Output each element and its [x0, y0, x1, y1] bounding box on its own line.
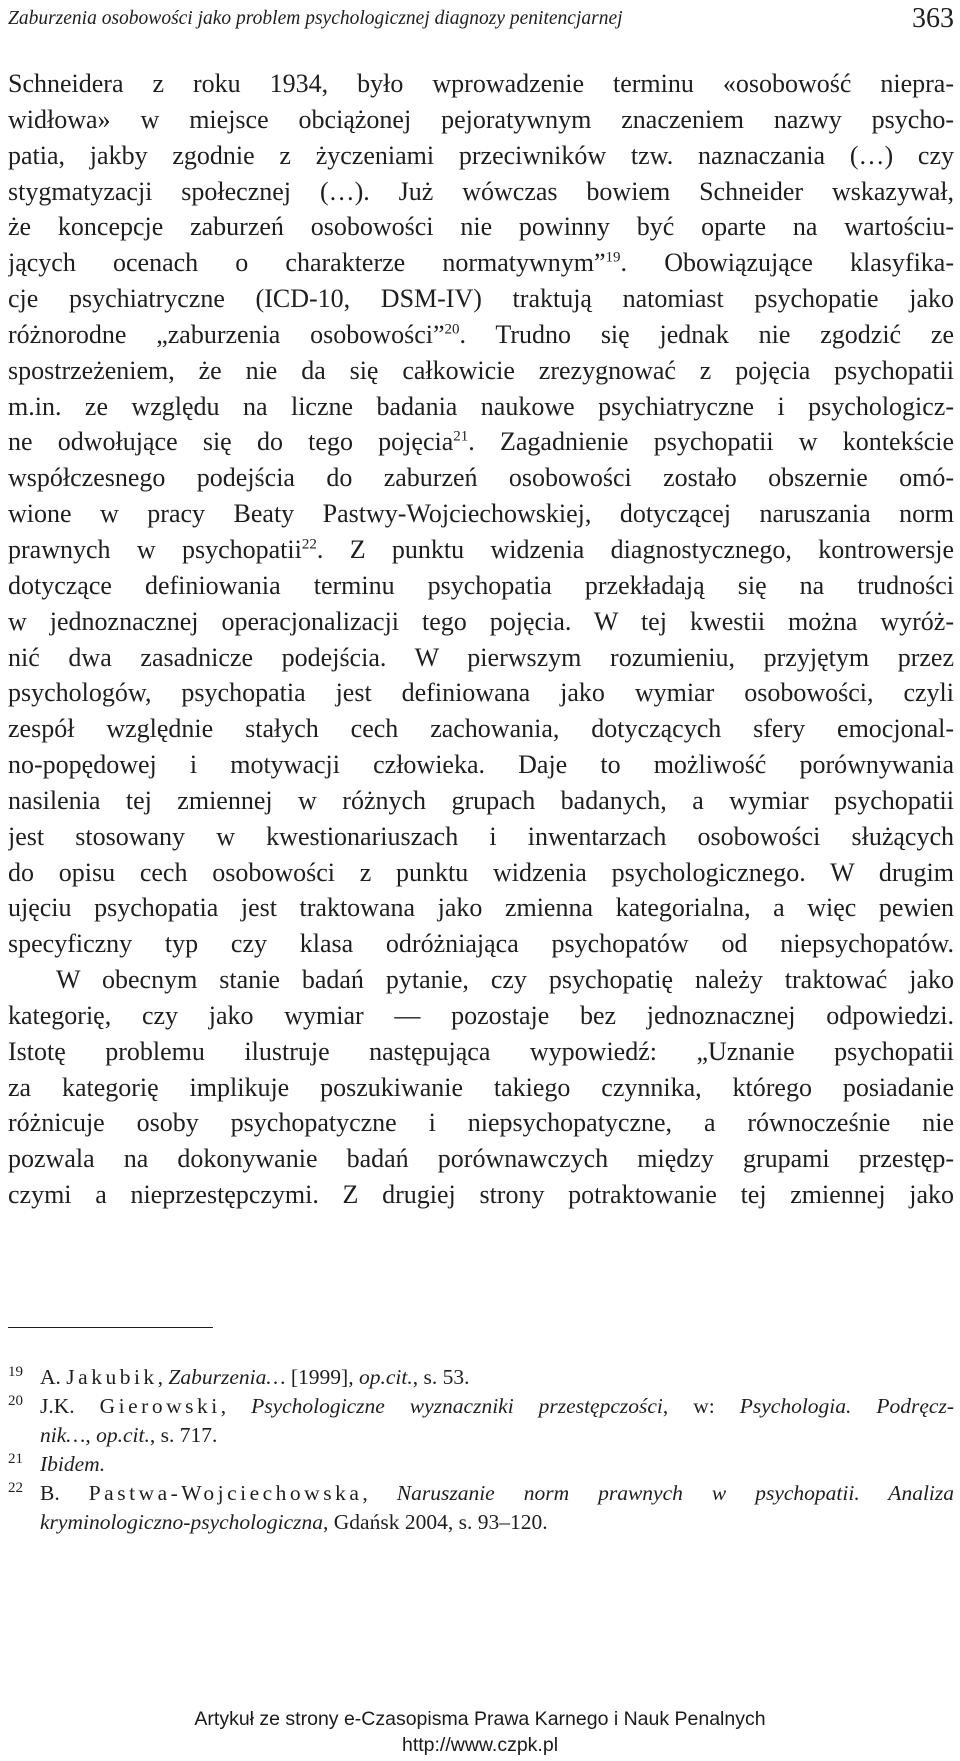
body-line — [8, 245, 954, 281]
citation-text: [1999], — [285, 1365, 359, 1389]
footnote — [8, 1363, 954, 1392]
citation-text: , s. 717. — [149, 1423, 218, 1447]
footnote-ref: 19 — [605, 249, 621, 266]
footnotes — [8, 1363, 954, 1537]
body-line: w jednoznacznej operacjonalizacji tego pojęcia. W tej kwestii można wyróż- — [8, 606, 954, 636]
footnote-number: 19 — [8, 1364, 23, 1380]
footnote-separator — [8, 1327, 213, 1328]
footnote-continuation — [8, 1508, 954, 1537]
footnote-text: A. Jakubik, Zaburzenia… [1999], op.cit., s. 53. — [40, 1365, 470, 1389]
page-number: 363 — [912, 3, 954, 34]
body-line: Schneidera z roku 1934, było wprowadzenie terminu «osobowość niepra- — [8, 69, 954, 98]
footer-source: Artykuł ze strony e-Czasopisma Prawa Karnego i Nauk Penalnych — [194, 1708, 766, 1730]
text-fragment: . Zagadnienie psychopatii w kontekście — [468, 427, 954, 457]
footnote-number: 22 — [8, 1480, 23, 1496]
running-title: Zaburzenia osobowości jako problem psychologicznej diagnozy penitencjarnej — [8, 8, 623, 29]
work-title: kryminologiczno-psychologiczna — [40, 1510, 324, 1534]
footnote — [8, 1450, 954, 1479]
body-line: że koncepcje zaburzeń osobowości nie powinny być oparte na wartościu- — [8, 212, 954, 242]
body-line: Istotę problemu ilustruje następująca wypowiedź: „Uznanie psychopatii — [8, 1036, 954, 1066]
citation-text: , — [85, 1423, 97, 1447]
footnote-text — [40, 1421, 954, 1450]
body-line: zespół względnie stałych cech zachowania, dotyczących sfery emocjonal- — [8, 714, 954, 744]
footnote-ref: 22 — [301, 536, 317, 553]
footnote-text: B. Pastwa-Wojciechowska, Naruszanie norm prawnych w psychopatii. Analiza — [40, 1481, 954, 1505]
body-line: pozwala na dokonywanie badań porównawczych między grupami przestęp- — [8, 1144, 954, 1174]
body-line: ujęciu psychopatia jest traktowana jako zmienna kategorialna, a więc pewien — [8, 893, 954, 923]
footnote-number: 20 — [8, 1393, 23, 1409]
citation-text: , Gdańsk 2004, s. 93–120. — [323, 1510, 548, 1534]
body-line: do opisu cech osobowości z punktu widzenia psychologicznego. W drugim — [8, 857, 954, 887]
page-header — [8, 4, 956, 40]
body-line: nić dwa zasadnicze podejścia. W pierwszym rozumieniu, przyjętym przez — [8, 642, 954, 672]
footnote-continuation — [8, 1421, 954, 1450]
text-fragment: różnorodne „zaburzenia osobowości” — [8, 319, 445, 349]
work-title: Naruszanie norm prawnych w psychopatii. Analiza — [396, 1481, 954, 1505]
op-cit: op.cit. — [96, 1423, 150, 1447]
body-line: psychologów, psychopatia jest definiowana jako wymiar osobowości, czyli — [8, 678, 954, 708]
author-initial: B. — [40, 1481, 60, 1505]
footer-url[interactable]: http://www.czpk.pl — [401, 1734, 559, 1756]
body-line: specyficzny typ czy klasa odróżniająca psychopatów od niepsychopatów. — [8, 929, 954, 959]
body-line: kategorię, czy jako wymiar — pozostaje bez jednoznacznej odpowiedzi. — [8, 1000, 954, 1030]
body-line: różnicuje osoby psychopatyczne i niepsychopatyczne, a równocześnie nie — [8, 1108, 954, 1138]
work-title: Psychologiczne wyznaczniki przestępczości — [251, 1394, 663, 1418]
text-fragment: jących ocenach o charakterze normatywnym” — [8, 248, 606, 278]
body-line: widłowa» w miejsce obciążonej pejoratywnym znaczeniem nazwy psycho- — [8, 104, 954, 134]
body-line: spostrzeżeniem, że nie da się całkowicie zrezygnować z pojęcia psychopatii — [8, 355, 954, 385]
text-fragment: . Obowiązujące klasyfika- — [620, 248, 954, 278]
author-surname: Jakubik — [66, 1365, 158, 1389]
body-line — [8, 317, 954, 353]
work-title: Zaburzenia… — [168, 1365, 286, 1389]
footnote-text: Ibidem. — [40, 1452, 106, 1476]
body-text — [8, 66, 954, 1213]
author-surname: Pastwa-Wojciechowska — [88, 1481, 363, 1505]
text-fragment: . Z punktu widzenia diagnostycznego, kontrowersje — [316, 534, 954, 564]
author-surname: Gierowski — [99, 1394, 221, 1418]
body-line: za kategorię implikuje poszukiwanie takiego czynnika, którego posiadanie — [8, 1072, 954, 1102]
body-line: W obecnym stanie badań pytanie, czy psychopatię należy traktować jako — [56, 965, 954, 995]
text-fragment: prawnych w psychopatii — [8, 534, 302, 564]
body-line: dotyczące definiowania terminu psychopatia przekładają się na trudności — [8, 570, 954, 600]
text-fragment: ne odwołujące się do tego pojęcia — [8, 427, 454, 457]
op-cit: op.cit. — [358, 1365, 413, 1389]
body-line — [8, 532, 954, 568]
footnote-text: J.K. Gierowski, Psychologiczne wyznaczniki przestępczości, w: Psychologia. Podręcz- — [40, 1394, 954, 1418]
footnote-number: 21 — [8, 1451, 23, 1467]
body-line — [8, 424, 954, 460]
body-line: stygmatyzacji społecznej (…). Już wówczas bowiem Schneider wskazywał, — [8, 176, 954, 206]
source-title: Psychologia. Podręcz- — [739, 1394, 954, 1418]
author-initial: J.K. — [40, 1394, 75, 1418]
citation-text: , w: — [662, 1394, 740, 1418]
text-fragment: . Trudno się jednak nie zgodzić ze — [459, 319, 954, 349]
citation-text: , s. 53. — [412, 1365, 470, 1389]
footnote-ref: 21 — [453, 428, 469, 445]
page-footer — [0, 1706, 960, 1758]
author-initial: A. — [40, 1365, 61, 1389]
body-line: wione w pracy Beaty Pastwy-Wojciechowskiej, dotyczącej naruszania norm — [8, 499, 954, 529]
body-line: nasilenia tej zmiennej w różnych grupach badanych, a wymiar psychopatii — [8, 785, 954, 815]
body-line: współczesnego podejścia do zaburzeń osobowości zostało obszernie omó- — [8, 463, 954, 493]
footnote-text — [40, 1508, 954, 1537]
body-line: no-popędowej i motywacji człowieka. Daje to możliwość porównywania — [8, 750, 954, 780]
footnote — [8, 1392, 954, 1421]
body-line: jest stosowany w kwestionariuszach i inwentarzach osobowości służących — [8, 821, 954, 851]
source-title: nik… — [40, 1423, 86, 1447]
footnote — [8, 1479, 954, 1508]
body-line: czymi a nieprzestępczymi. Z drugiej strony potraktowanie tej zmiennej jako — [8, 1180, 954, 1210]
footnote-ref: 20 — [444, 321, 460, 338]
body-line: patia, jakby zgodnie z życzeniami przeciwników tzw. naznaczania (…) czy — [8, 140, 954, 170]
body-line: m.in. ze względu na liczne badania naukowe psychiatryczne i psychologicz- — [8, 391, 954, 421]
body-line: cje psychiatryczne (ICD-10, DSM-IV) traktują natomiast psychopatie jako — [8, 284, 954, 314]
